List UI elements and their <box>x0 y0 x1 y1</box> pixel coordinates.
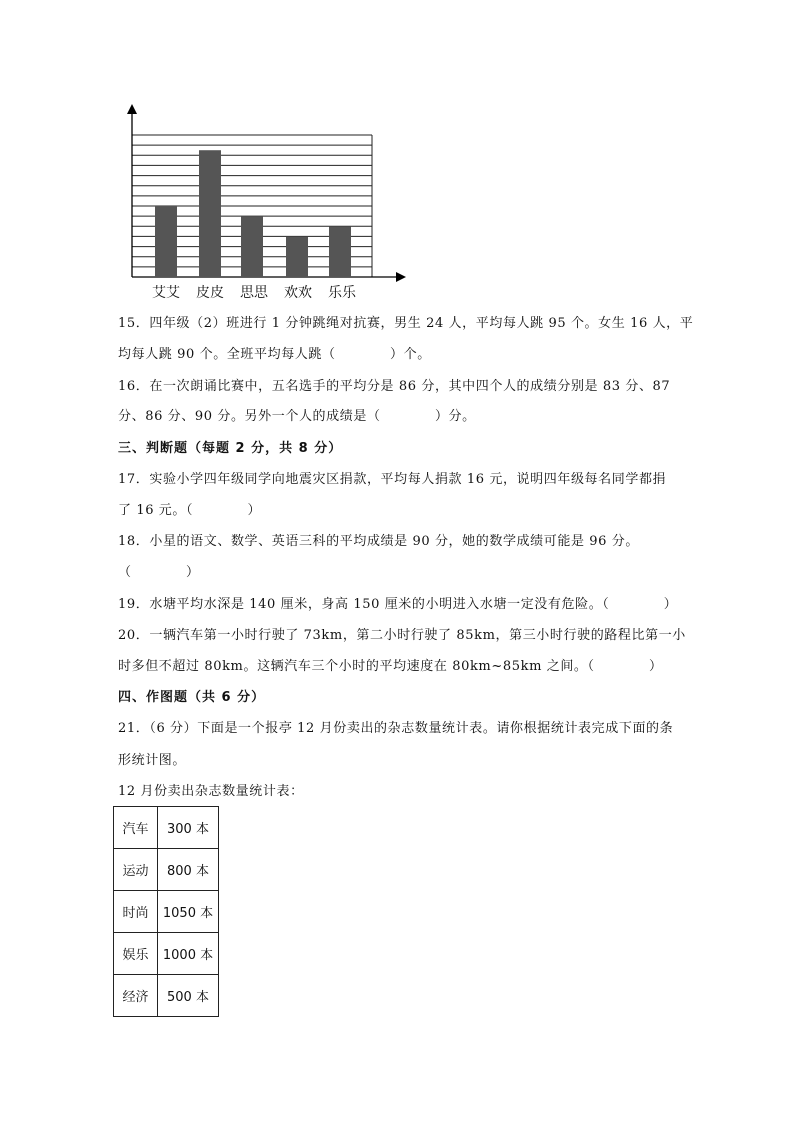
table-row <box>114 975 219 1017</box>
bar <box>155 206 177 277</box>
table-cell-value: 500 本 <box>158 975 219 1017</box>
question-17-line-1: 17．实验小学四年级同学向地震灾区捐款，平均每人捐款 16 元，说明四年级每名同学都捐 <box>118 472 667 487</box>
table-cell-value: 300 本 <box>158 807 219 849</box>
table-cell-value: 800 本 <box>158 849 219 891</box>
section-4-heading: 四、作图题（共 6 分） <box>118 690 266 705</box>
table-cell-name: 经济 <box>114 975 158 1017</box>
y-axis-arrow <box>127 104 137 114</box>
table-cell-value: 1000 本 <box>158 933 219 975</box>
section-3-heading: 三、判断题（每题 2 分，共 8 分） <box>118 441 343 456</box>
question-21-line-2: 形统计图。 <box>118 753 187 768</box>
table-cell-name: 运动 <box>114 849 158 891</box>
question-20-line-1: 20．一辆汽车第一小时行驶了 73km，第二小时行驶了 85km，第三小时行驶的路程比第一小 <box>118 628 686 643</box>
bar-chart-svg <box>118 100 418 300</box>
bar <box>199 150 221 277</box>
table-row <box>114 933 219 975</box>
table-cell-name: 时尚 <box>114 891 158 933</box>
table-title: 12 月份卖出杂志数量统计表： <box>118 784 304 799</box>
question-18-line-2: （ ） <box>118 565 200 580</box>
bar-chart <box>118 100 418 300</box>
question-20-line-2: 时多但不超过 80km。这辆汽车三个小时的平均速度在 80km~85km 之间。（ ） <box>118 659 663 674</box>
table-row <box>114 849 219 891</box>
bar <box>241 216 263 277</box>
question-16-line-2: 分、86 分、90 分。另外一个人的成绩是（ ）分。 <box>118 409 476 424</box>
question-18-line-1: 18．小星的语文、数学、英语三科的平均成绩是 90 分，她的数学成绩可能是 96 分。 <box>118 534 639 549</box>
magazine-sales-table <box>113 806 219 1017</box>
table-row <box>114 807 219 849</box>
question-17-line-2: 了 16 元。（ ） <box>118 503 262 518</box>
x-axis-arrow <box>396 272 406 282</box>
table-cell-value: 1050 本 <box>158 891 219 933</box>
table-cell-name: 娱乐 <box>114 933 158 975</box>
question-16-line-1: 16．在一次朗诵比赛中，五名选手的平均分是 86 分，其中四个人的成绩分别是 83 分、87 <box>118 379 671 394</box>
table-row <box>114 891 219 933</box>
question-15-line-2: 均每人跳 90 个。全班平均每人跳（ ）个。 <box>118 347 431 362</box>
question-19: 19．水塘平均水深是 140 厘米，身高 150 厘米的小明进入水塘一定没有危险。（ ） <box>118 597 678 612</box>
x-tick-label: 皮皮 <box>196 285 224 301</box>
question-15-line-1: 15．四年级（2）班进行 1 分钟跳绳对抗赛，男生 24 人，平均每人跳 95 个。女生 16 人，平 <box>118 316 694 331</box>
question-21-line-1: 21．（6 分）下面是一个报亭 12 月份卖出的杂志数量统计表。请你根据统计表完成下面的条 <box>118 721 674 736</box>
bar <box>286 236 308 277</box>
bar <box>329 226 351 277</box>
x-tick-label: 思思 <box>240 285 268 301</box>
x-tick-label: 欢欢 <box>284 285 312 301</box>
table-cell-name: 汽车 <box>114 807 158 849</box>
x-tick-label: 乐乐 <box>328 285 356 301</box>
x-tick-label: 艾艾 <box>152 285 180 301</box>
